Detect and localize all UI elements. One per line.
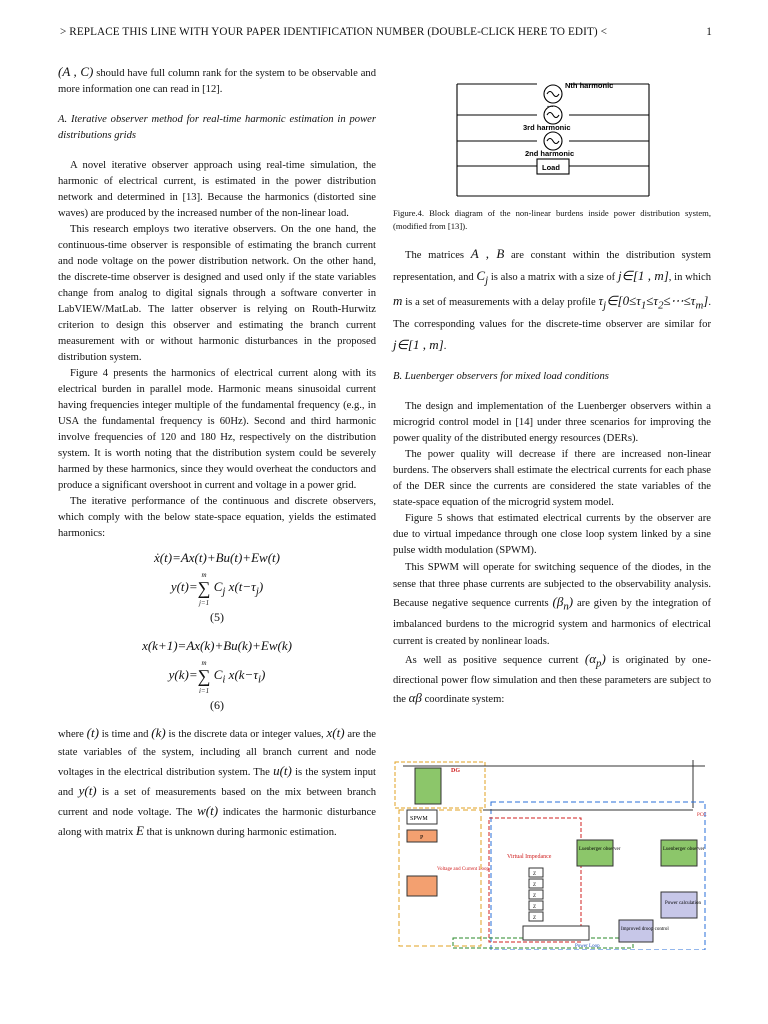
section-heading-b: B. Luenberger observers for mixed load conditions xyxy=(393,371,609,383)
header-title: > REPLACE THIS LINE WITH YOUR PAPER IDENTIFICATION NUMBER (DOUBLE-CLICK HERE TO EDIT) < xyxy=(60,26,608,38)
paragraph: Figure 5 shows that estimated electrical currents by the observer are due to virtual impedance through one close loop system linked by a sine pulse width modulation (SPWM). xyxy=(393,513,711,557)
paragraph: The matrices A , B are constant within the distribution system representation, and $C_j$ is also a matrix with a size of j∈[1 , m], in which m is a set of measurements with a delay profile $\tau_j\in[0\le\tau_1\le\tau_2\le\cdots\le\tau_m]$. The corresponding values for the discrete-time observer are similar for j∈[1 , m]. xyxy=(393,246,712,353)
fig5-label-z5: Z xyxy=(533,916,537,921)
fig4-label-3rd: 3rd harmonic xyxy=(523,123,571,132)
figure-4-caption: Figure.4. Block diagram of the non-linear burdens inside power distribution system, (modified from [13]). xyxy=(393,208,711,231)
fig5-label-p: P xyxy=(420,835,424,841)
fig5-label-power-calc: Power calculation xyxy=(665,901,701,906)
equation-5: ẋ(t)=Ax(t)+Bu(t)+Ew(t) y(t)=m ∑ j=1 $C_j$ $x(t-\tau_j)$ (5) xyxy=(58,548,376,626)
fig4-label-nth: Nth harmonic xyxy=(565,81,614,90)
right-column xyxy=(393,244,711,708)
paragraph: where (t) is time and (k) is the discrete data or integer values, x(t) are the state variables of the system, including all branch current and node voltages in the electrical distribution system. The u(t) is the system input and y(t) is a set of measurements based on the mix between branch current and node voltage. The w(t) indicates the harmonic disturbance along with matrix E that is unknown during harmonic estimation. xyxy=(58,725,377,838)
paragraph: A novel iterative observer approach using real-time simulation, the harmonic of electrical current, is estimated in the power distribution network and determined in [13]. Because the harmonics (distorted sine waves) are produced by the increased number of the non-linear load. xyxy=(58,160,376,219)
fig5-label-virtual-impedance: Virtual Impedance xyxy=(507,854,552,860)
page-header xyxy=(60,26,712,38)
section-heading-a: A. Iterative observer method for real-time harmonic estimation in power distributions grids xyxy=(58,114,376,141)
fig5-label-pcc: PCC xyxy=(697,813,707,818)
figure-4-diagram xyxy=(453,78,653,202)
paragraph: The power quality will decrease if there are increased non-linear burdens. The observers shall estimate the electrical currents for each phase of the DER since the currents are considered the state variables of the state-space equation of the microgrid system model. xyxy=(393,449,711,509)
paragraph: The iterative performance of the continuous and discrete observers, which comply with the below state-space equation, yields the estimated harmonics: xyxy=(58,496,376,539)
left-column xyxy=(58,64,376,842)
fig5-label-z2: Z xyxy=(533,883,537,888)
paragraph: This SPWM will operate for switching sequence of the diodes, in the sense that three phase currents are subjected to the observability analysis. Because negative sequence currents $(\beta_n)$ are given by the integration of imbalanced burdens to the microgrid system and harmonics of electrical current is created by nonlinear loads. xyxy=(393,562,711,647)
fig5-label-observer-2: Luenberger observer xyxy=(663,847,705,852)
figure-5-diagram xyxy=(393,758,711,950)
fig5-label-dg: DG xyxy=(451,768,460,774)
fig5-label-z4: Z xyxy=(533,905,537,910)
paragraph: The design and implementation of the Luenberger observers within a microgrid control model in [14] under three scenarios for improving the power quality of the distributed energy resources (DERs). xyxy=(393,401,711,445)
fig4-label-2nd: 2nd harmonic xyxy=(525,149,575,158)
fig5-label-power-loop: Power Loop xyxy=(575,944,600,949)
paragraph: Figure 4 presents the harmonics of electrical current along with its electrical burden in parallel mode. Harmonic means sinusoidal current having frequencies integer multiple of the fundamental frequency (e.g., in USA the fundamental frequency is 60Hz). Second and third harmonic involve frequencies of 120 and 180 Hz, respectively on the distribution system. It is worth noting that the distribution system could be severely harmed by these harmonics, since they would overheat the conductors and produce a significant overshoot in current and voltage in a power grid. xyxy=(58,368,376,491)
paragraph: (A , C) should have full column rank for the system to be observable and more information one can read in [12]. xyxy=(58,64,376,95)
fig5-label-z1: Z xyxy=(533,872,537,877)
fig4-label-dots: ... xyxy=(547,100,554,109)
fig5-label-observer-1: Luenberger observer xyxy=(579,847,621,852)
equation-number: (5) xyxy=(210,610,224,624)
paragraph: This research employs two iterative observers. On the one hand, the continuous-time observer is responsible of estimating the branch current and node voltage on the power distribution network. On the other hand, the discrete-time observer is designed and used only if the state variables change from analog to digital signals through a software converter in LabVIEW/MatLab. The latter observer is relying on Routh-Hurwitz criterion to design this observer and estimating the branch current measurement with or without harmonic disturbances in the proposed distribution system. xyxy=(58,224,376,363)
fig5-label-voltage-loop: Voltage and Current Loop xyxy=(437,867,489,872)
fig5-label-droop: Improved droop control xyxy=(621,927,669,932)
equation-number: (6) xyxy=(210,698,224,712)
page-number: 1 xyxy=(706,26,712,38)
equation-6: x(k+1)=Ax(k)+Bu(k)+Ew(k) y(k)=m ∑ i=1 $C_i$ $x(k-\tau_i)$ (6) xyxy=(58,636,376,714)
fig5-label-spwm: SPWM xyxy=(410,816,428,822)
fig4-label-load: Load xyxy=(542,163,560,172)
paragraph: As well as positive sequence current $(\alpha_p)$ is originated by one-directional power flow simulation and then these parameters are subject to the αβ coordinate system: xyxy=(393,650,711,706)
fig5-label-z3: Z xyxy=(533,894,537,899)
